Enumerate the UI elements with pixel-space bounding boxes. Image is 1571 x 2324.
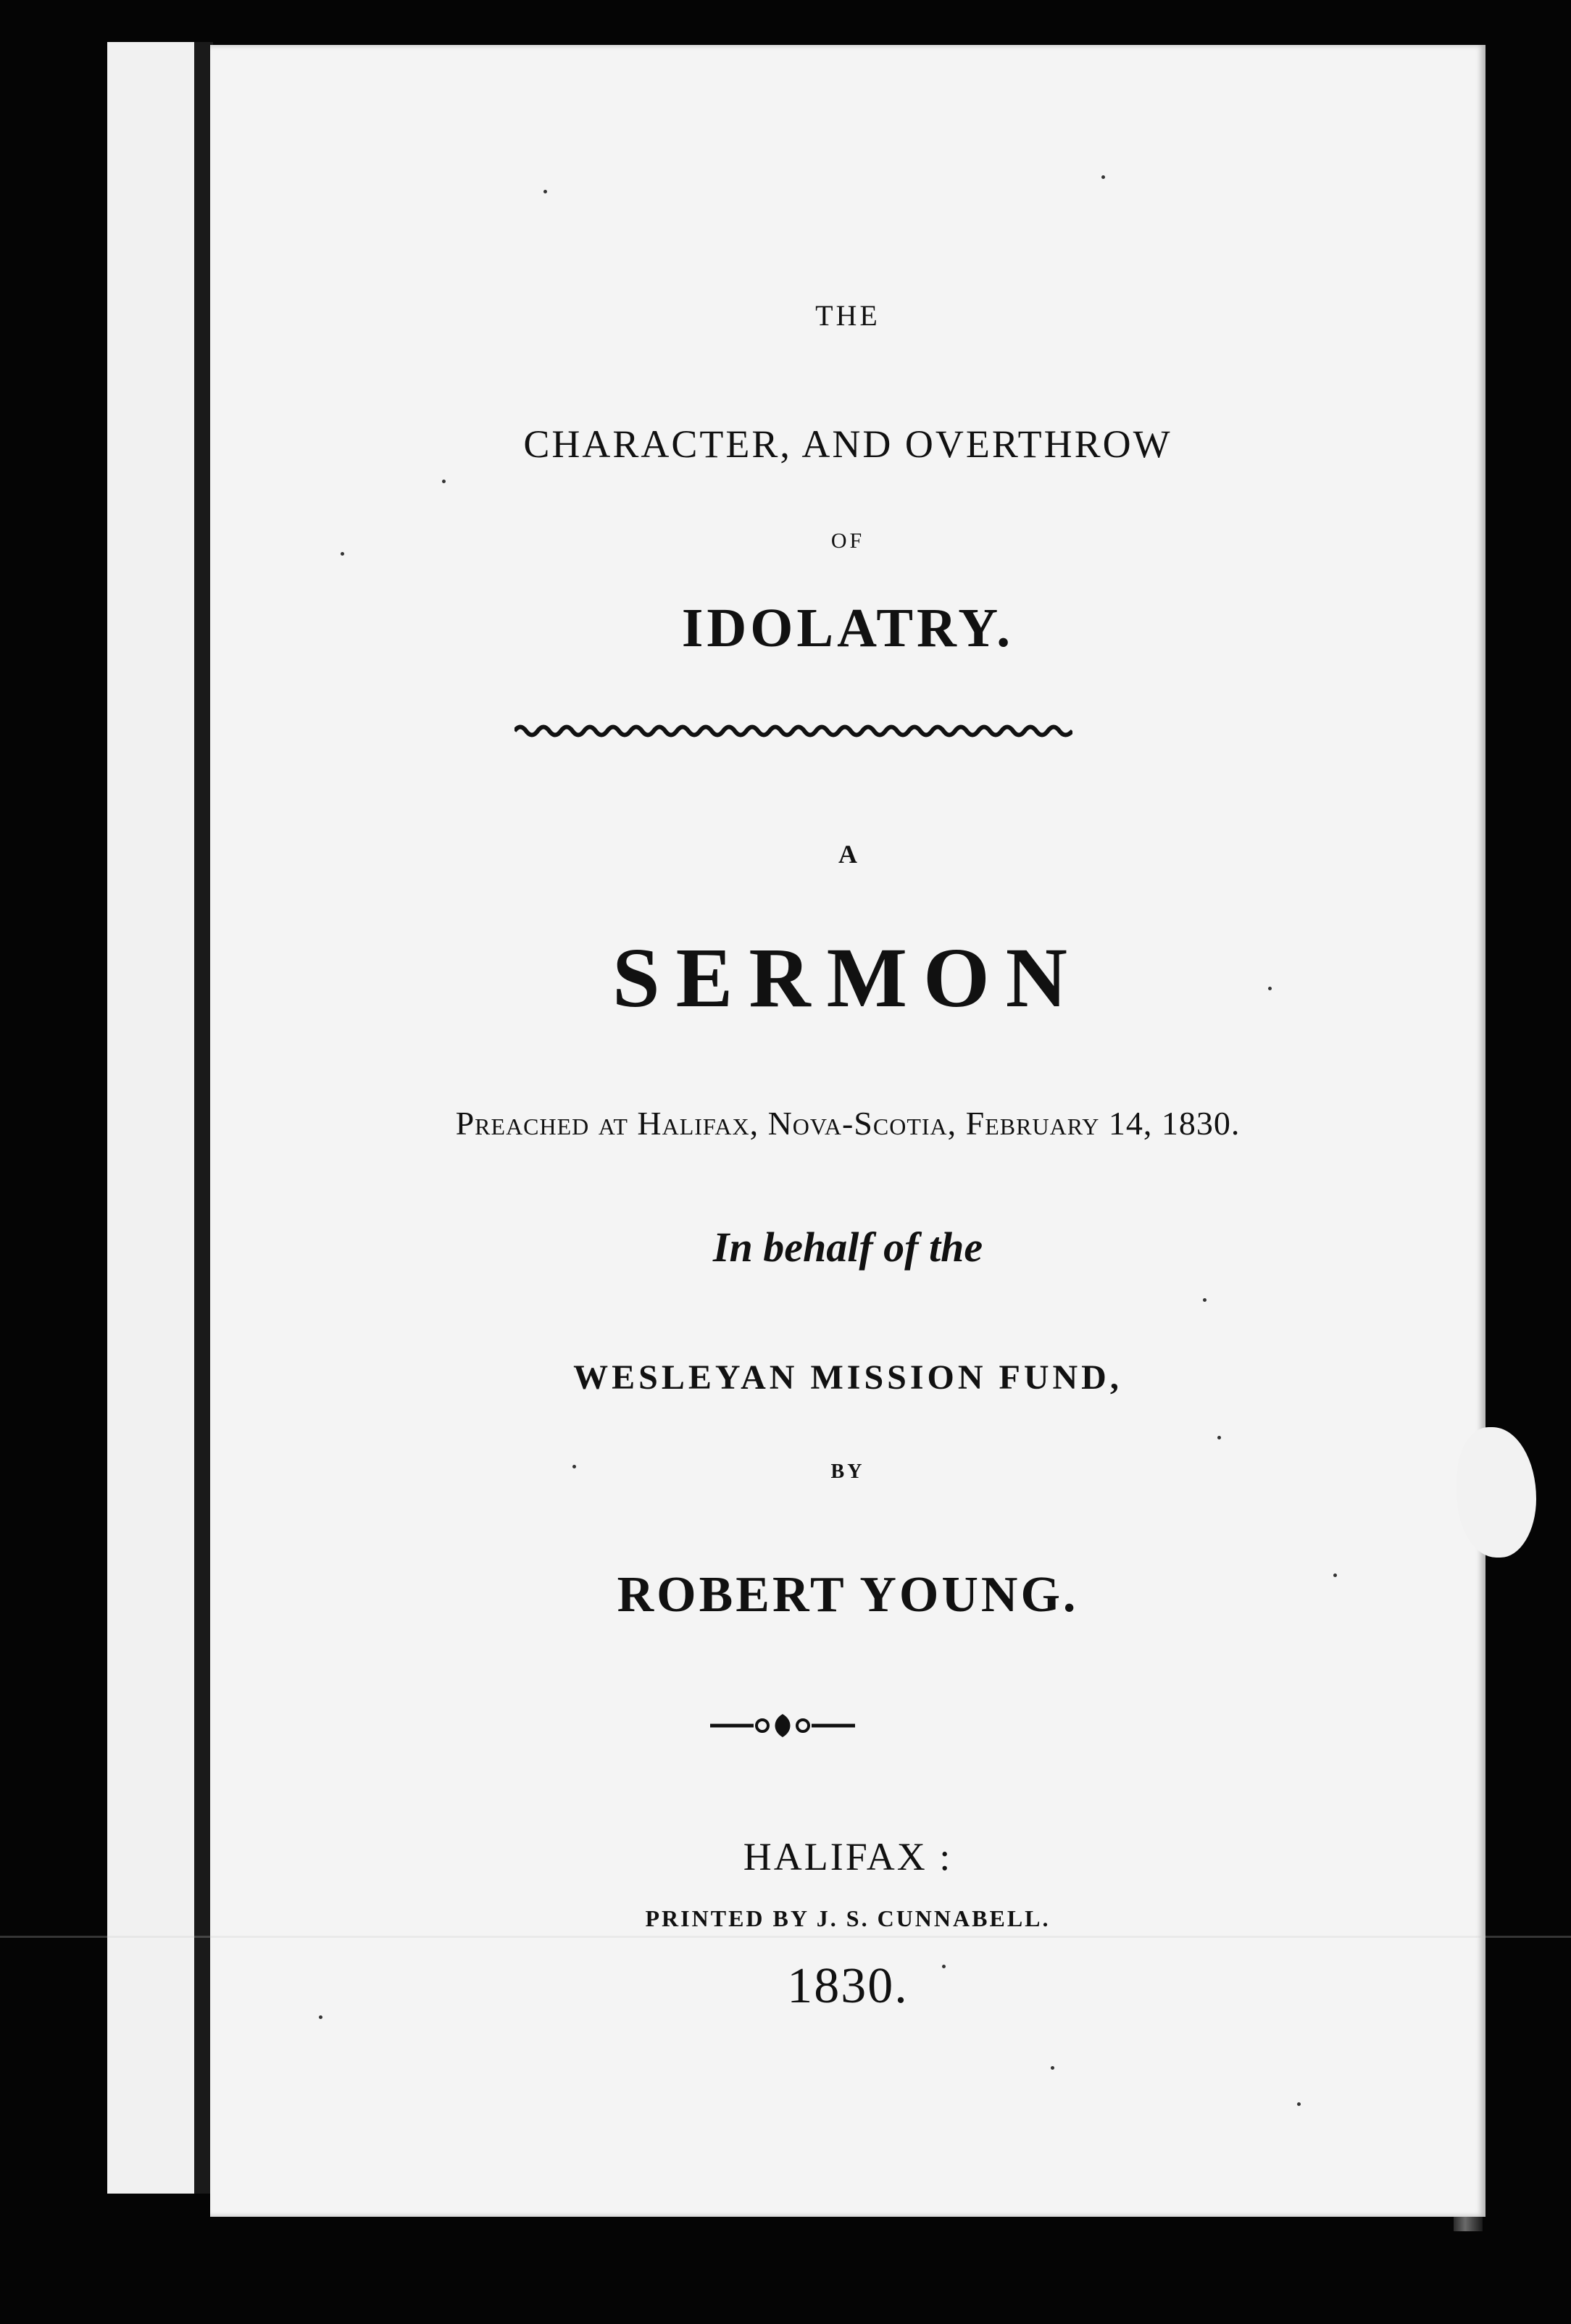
title-page bbox=[210, 45, 1485, 2217]
by-line: BY bbox=[830, 1460, 865, 1483]
behalf-line: In behalf of the bbox=[712, 1224, 983, 1271]
imprint-city: HALIFAX : bbox=[743, 1835, 953, 1878]
imprint-year: 1830. bbox=[787, 1958, 909, 2014]
preached-line: Preached at Halifax, Nova-Scotia, February 14, 1830. bbox=[455, 1105, 1241, 1142]
flyleaf-strip bbox=[107, 42, 213, 2194]
title-line-the: THE bbox=[815, 299, 880, 332]
mission-fund-line: WESLEYAN MISSION FUND, bbox=[573, 1358, 1122, 1397]
imprint-printer: PRINTED BY J. S. CUNNABELL. bbox=[645, 1905, 1051, 1931]
scan-artifact-line bbox=[0, 1936, 1571, 1938]
title-line-character: CHARACTER, AND OVERTHROW bbox=[523, 422, 1172, 466]
author-name: ROBERT YOUNG. bbox=[617, 1567, 1079, 1623]
title-sermon: SERMON bbox=[612, 930, 1083, 1025]
title-line-a: A bbox=[838, 840, 857, 869]
title-line-of: OF bbox=[830, 529, 865, 553]
wavy-rule-divider bbox=[514, 720, 1072, 742]
title-main-idolatry: IDOLATRY. bbox=[681, 598, 1014, 659]
printers-ornament bbox=[710, 1711, 855, 1740]
